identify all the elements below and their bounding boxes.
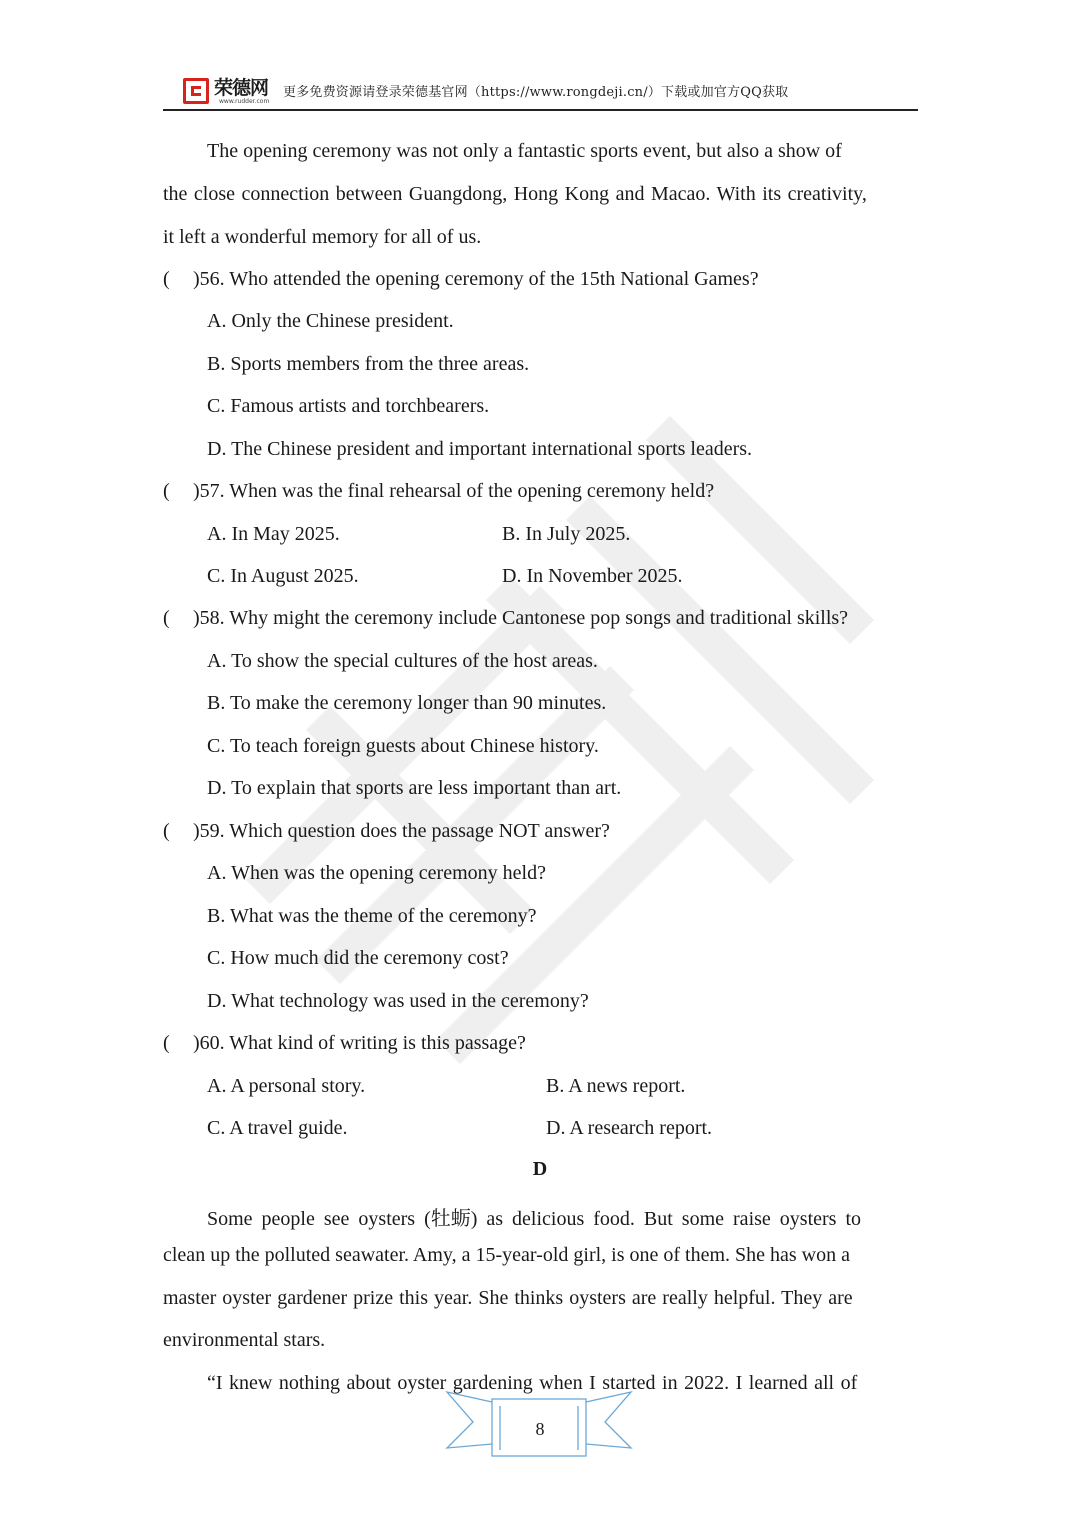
q58-option-c: C. To teach foreign guests about Chinese history. xyxy=(207,735,599,757)
passage-d-line-1: Some people see oysters (牡蛎) as delicious food. But some raise oysters to xyxy=(207,1208,861,1230)
question-stem: )58. Why might the ceremony include Cantonese pop songs and traditional skills? xyxy=(193,607,849,629)
q60-option-d: D. A research report. xyxy=(546,1117,713,1139)
logo-url: www.rudder.com xyxy=(219,98,270,105)
q57-option-c: C. In August 2025. xyxy=(207,565,359,587)
question-stem: )56. Who attended the opening ceremony of the 15th National Games? xyxy=(193,268,759,290)
q59-option-c: C. How much did the ceremony cost? xyxy=(207,947,509,969)
header-notice: 更多免费资源请登录荣德基官网（https://www.rongdeji.cn/）下载或加官方QQ获取 xyxy=(283,85,789,100)
logo-mark-icon xyxy=(183,78,209,104)
q57-option-d: D. In November 2025. xyxy=(502,565,683,587)
answer-blank[interactable]: ( xyxy=(163,480,170,502)
q56-option-c: C. Famous artists and torchbearers. xyxy=(207,395,490,417)
question-stem: )60. What kind of writing is this passage? xyxy=(193,1032,526,1054)
header-divider xyxy=(163,109,918,111)
q56-option-b: B. Sports members from the three areas. xyxy=(207,353,530,375)
section-title: D xyxy=(532,1158,548,1180)
intro-line-1: The opening ceremony was not only a fantastic sports event, but also a show of xyxy=(207,140,842,162)
passage-d-line-2: clean up the polluted seawater. Amy, a 15-year-old girl, is one of them. She has won a xyxy=(163,1244,851,1266)
intro-line-2: the close connection between Guangdong, Hong Kong and Macao. With its creativity, xyxy=(163,183,867,205)
q56-option-a: A. Only the Chinese president. xyxy=(207,310,454,332)
answer-blank[interactable]: ( xyxy=(163,1032,170,1054)
question-58 xyxy=(163,607,848,630)
q58-option-d: D. To explain that sports are less important than art. xyxy=(207,777,622,799)
q59-option-d: D. What technology was used in the ceremony? xyxy=(207,990,589,1012)
page-header xyxy=(163,72,918,110)
brand-logo xyxy=(183,76,283,108)
q60-option-c: C. A travel guide. xyxy=(207,1117,348,1139)
q56-option-d: D. The Chinese president and important international sports leaders. xyxy=(207,438,753,460)
question-stem: )57. When was the final rehearsal of the opening ceremony held? xyxy=(193,480,715,502)
q57-option-b: B. In July 2025. xyxy=(502,523,631,545)
q58-option-a: A. To show the special cultures of the host areas. xyxy=(207,650,598,672)
answer-blank[interactable]: ( xyxy=(163,268,170,290)
answer-blank[interactable]: ( xyxy=(163,607,170,629)
question-57 xyxy=(163,480,714,503)
logo-name: 荣德网 xyxy=(214,77,269,99)
intro-line-3: it left a wonderful memory for all of us. xyxy=(163,226,482,248)
passage-d-line-3: master oyster gardener prize this year. She thinks oysters are really helpful. They are xyxy=(163,1287,853,1309)
question-59 xyxy=(163,820,610,843)
question-60 xyxy=(163,1032,526,1055)
q59-option-a: A. When was the opening ceremony held? xyxy=(207,862,546,884)
question-56 xyxy=(163,268,759,291)
q59-option-b: B. What was the theme of the ceremony? xyxy=(207,905,537,927)
answer-blank[interactable]: ( xyxy=(163,820,170,842)
passage-d-line-5: “I knew nothing about oyster gardening when I started in 2022. I learned all of xyxy=(207,1372,858,1394)
passage-d-line-4: environmental stars. xyxy=(163,1329,326,1351)
q58-option-b: B. To make the ceremony longer than 90 minutes. xyxy=(207,692,607,714)
question-stem: )59. Which question does the passage NOT answer? xyxy=(193,820,610,842)
q57-option-a: A. In May 2025. xyxy=(207,523,340,545)
page-number: 8 xyxy=(535,1419,545,1439)
q60-option-b: B. A news report. xyxy=(546,1075,686,1097)
q60-option-a: A. A personal story. xyxy=(207,1075,366,1097)
